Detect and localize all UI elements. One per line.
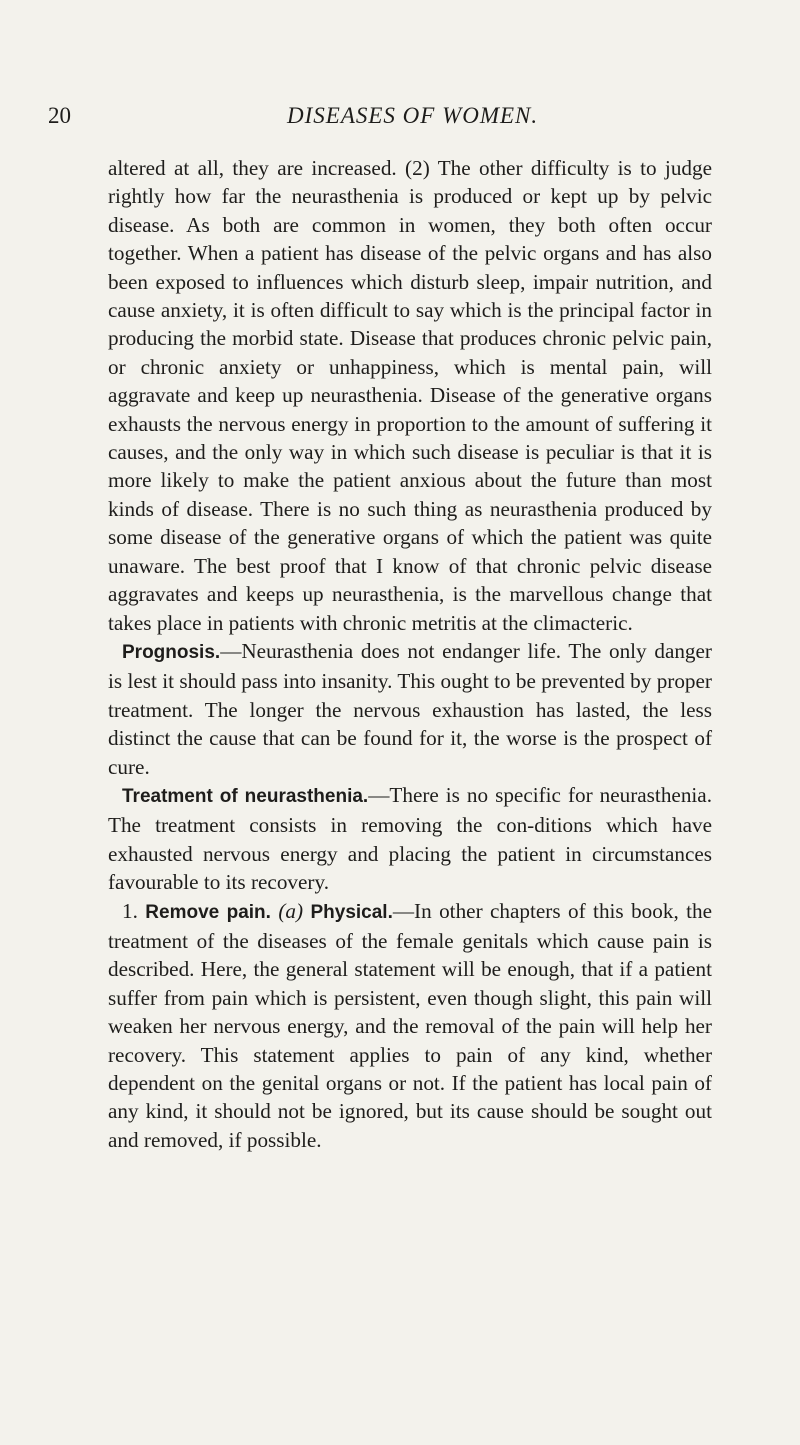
heading-treatment: Treatment of neurasthenia. <box>122 785 369 807</box>
paragraph-prognosis <box>108 637 712 781</box>
heading-remove-pain: Remove pain. <box>145 901 271 923</box>
paragraph-remove-pain <box>108 897 712 1155</box>
heading-prognosis: Prognosis. <box>122 641 221 663</box>
body-text <box>108 154 712 1154</box>
subitem-label: (a) <box>278 898 304 923</box>
paragraph-continuation: altered at all, they are increased. (2) The other difficulty is to judge rightly how far the neurasthenia is produced or kept up by pelvic disease. As both are common in women, they both often occur together. When a patient has disease of the pelvic organs and has also been exposed to influences which disturb sleep, impair nutrition, and cause anxiety, it is often difficult to say which is the principal factor in producing the morbid state. Disease that produces chronic pelvic pain, or chronic anxiety or unhappiness, which is mental pain, will aggravate and keep up neurasthenia. Disease of the generative organs exhausts the nervous energy in proportion to the amount of suffering it causes, and the only way in which such disease is peculiar is that it is more likely to make the patient anxious about the future than most kinds of disease. There is no such thing as neurasthenia produced by some disease of the generative organs of which the patient was quite unaware. The best proof that I know of that chronic pelvic disease aggravates and keeps up neurasthenia, is the marvellous change that takes place in patients with chronic metritis at the climacteric. <box>108 156 712 635</box>
treatment-text: —There is no specific for neurasthenia. The treatment consists in removing the con-ditions which have exhausted nervous energy and placing the patient in circumstances favourable to its recovery. <box>108 782 712 895</box>
heading-physical: Physical. <box>310 901 393 923</box>
prognosis-text: —Neurasthenia does not endanger life. The only danger is lest it should pass into insanity. This ought to be prevented by proper treatment. The longer the nervous exhaustion has lasted, the less distinct the cause that can be found for it, the worse is the prospect of cure. <box>108 638 712 779</box>
item-number: 1. <box>122 898 138 923</box>
running-title: DISEASES OF WOMEN. <box>287 103 539 128</box>
paragraph-treatment <box>108 781 712 897</box>
remove-pain-text: —In other chapters of this book, the treatment of the diseases of the female genitals which cause pain is described. Here, the general statement will be enough, that if a patient suffer from pain which is persistent, even though slight, this pain will weaken her nervous energy, and the removal of the pain will help her recovery. This statement applies to pain of any kind, whether dependent on the genital organs or not. If the patient has local pain of any kind, it should not be ignored, but its cause should be sought out and removed, if possible. <box>108 898 713 1152</box>
page-header <box>0 103 800 133</box>
page-number: 20 <box>48 103 71 128</box>
